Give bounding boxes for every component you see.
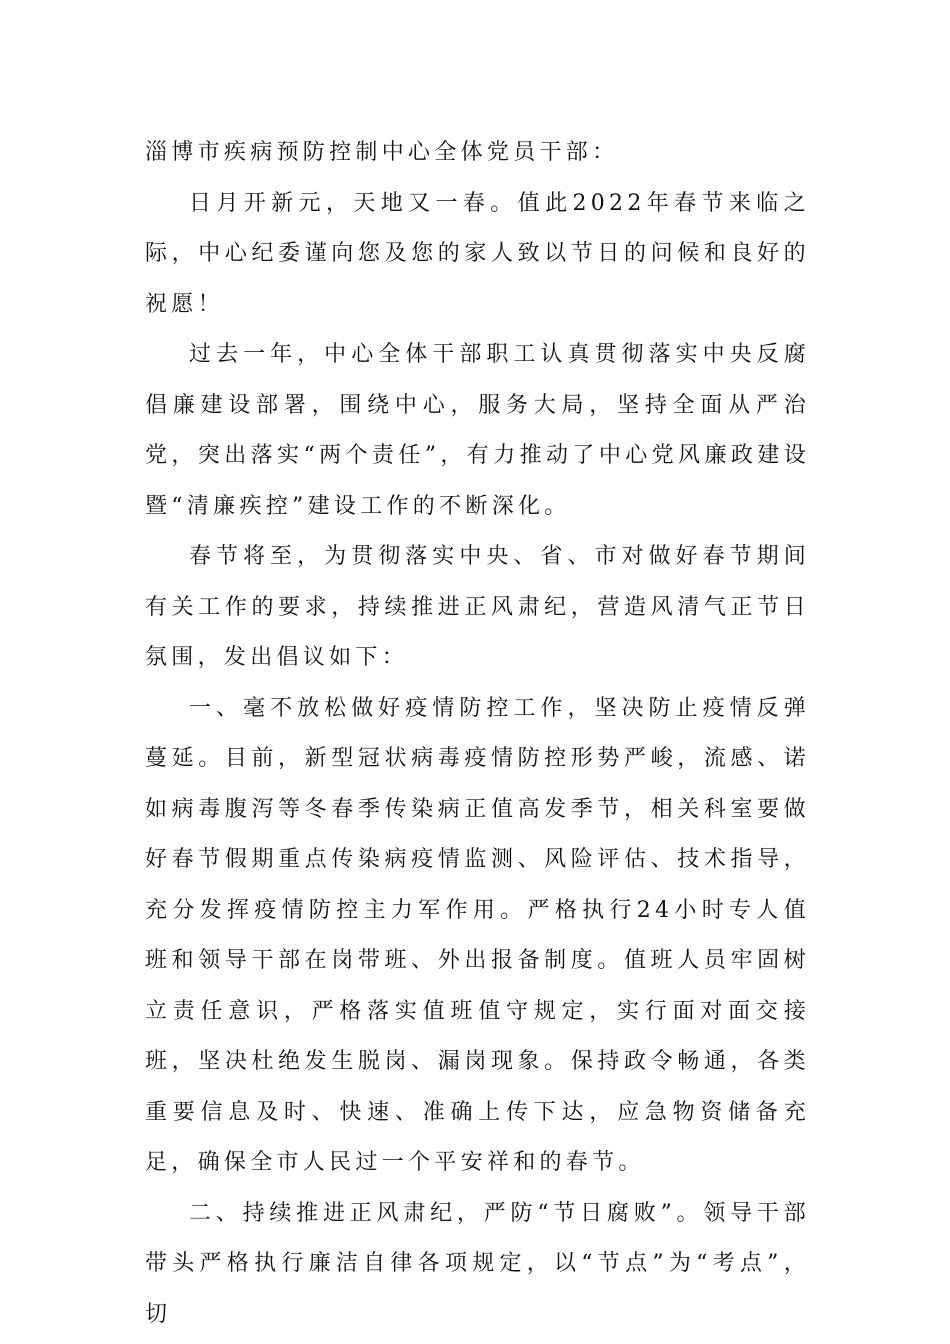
paragraph-item-one-epidemic-control: 一、毫不放松做好疫情防控工作，坚决防止疫情反弹蔓延。目前，新型冠状病毒疫情防控形势严峻，流感、诺如病毒腹泻等冬春季传染病正值高发季节，相关科室要做好春节假期重点传染病疫情监测、风险评估、技术指导，充分发挥疫情防控主力军作用。严格执行24小时专人值班和领导干部在岗带班、外出报备制度。值班人员牢固树立责任意识，严格落实值班值守规定，实行面对面交接班，坚决杜绝发生脱岗、漏岗现象。保持政令畅通，各类重要信息及时、快速、准确上传下达，应急物资储备充足，确保全市人民过一个平安祥和的春节。	[145, 695, 810, 1175]
paragraph-item-two-discipline: 二、持续推进正风肃纪，严防“节日腐败”。领导干部带头严格执行廉洁自律各项规定，以“节点”为“考点”，切	[145, 1200, 810, 1327]
paragraph-new-year-greeting: 日月开新元，天地又一春。值此2022年春节来临之际，中心纪委谨向您及您的家人致以节日的问候和良好的祝愿！	[145, 190, 810, 317]
salutation: 淄博市疾病预防控制中心全体党员干部：	[145, 140, 619, 165]
paragraph-past-year-review: 过去一年，中心全体干部职工认真贯彻落实中央反腐倡廉建设部署，围绕中心，服务大局，坚持全面从严治党，突出落实“两个责任”，有力推动了中心党风廉政建设暨“清廉疾控”建设工作的不断深化。	[145, 342, 810, 519]
paragraph-initiative-intro: 春节将至，为贯彻落实中央、省、市对做好春节期间有关工作的要求，持续推进正风肃纪，营造风清气正节日氛围，发出倡议如下：	[145, 544, 810, 670]
document-body	[145, 128, 810, 1340]
